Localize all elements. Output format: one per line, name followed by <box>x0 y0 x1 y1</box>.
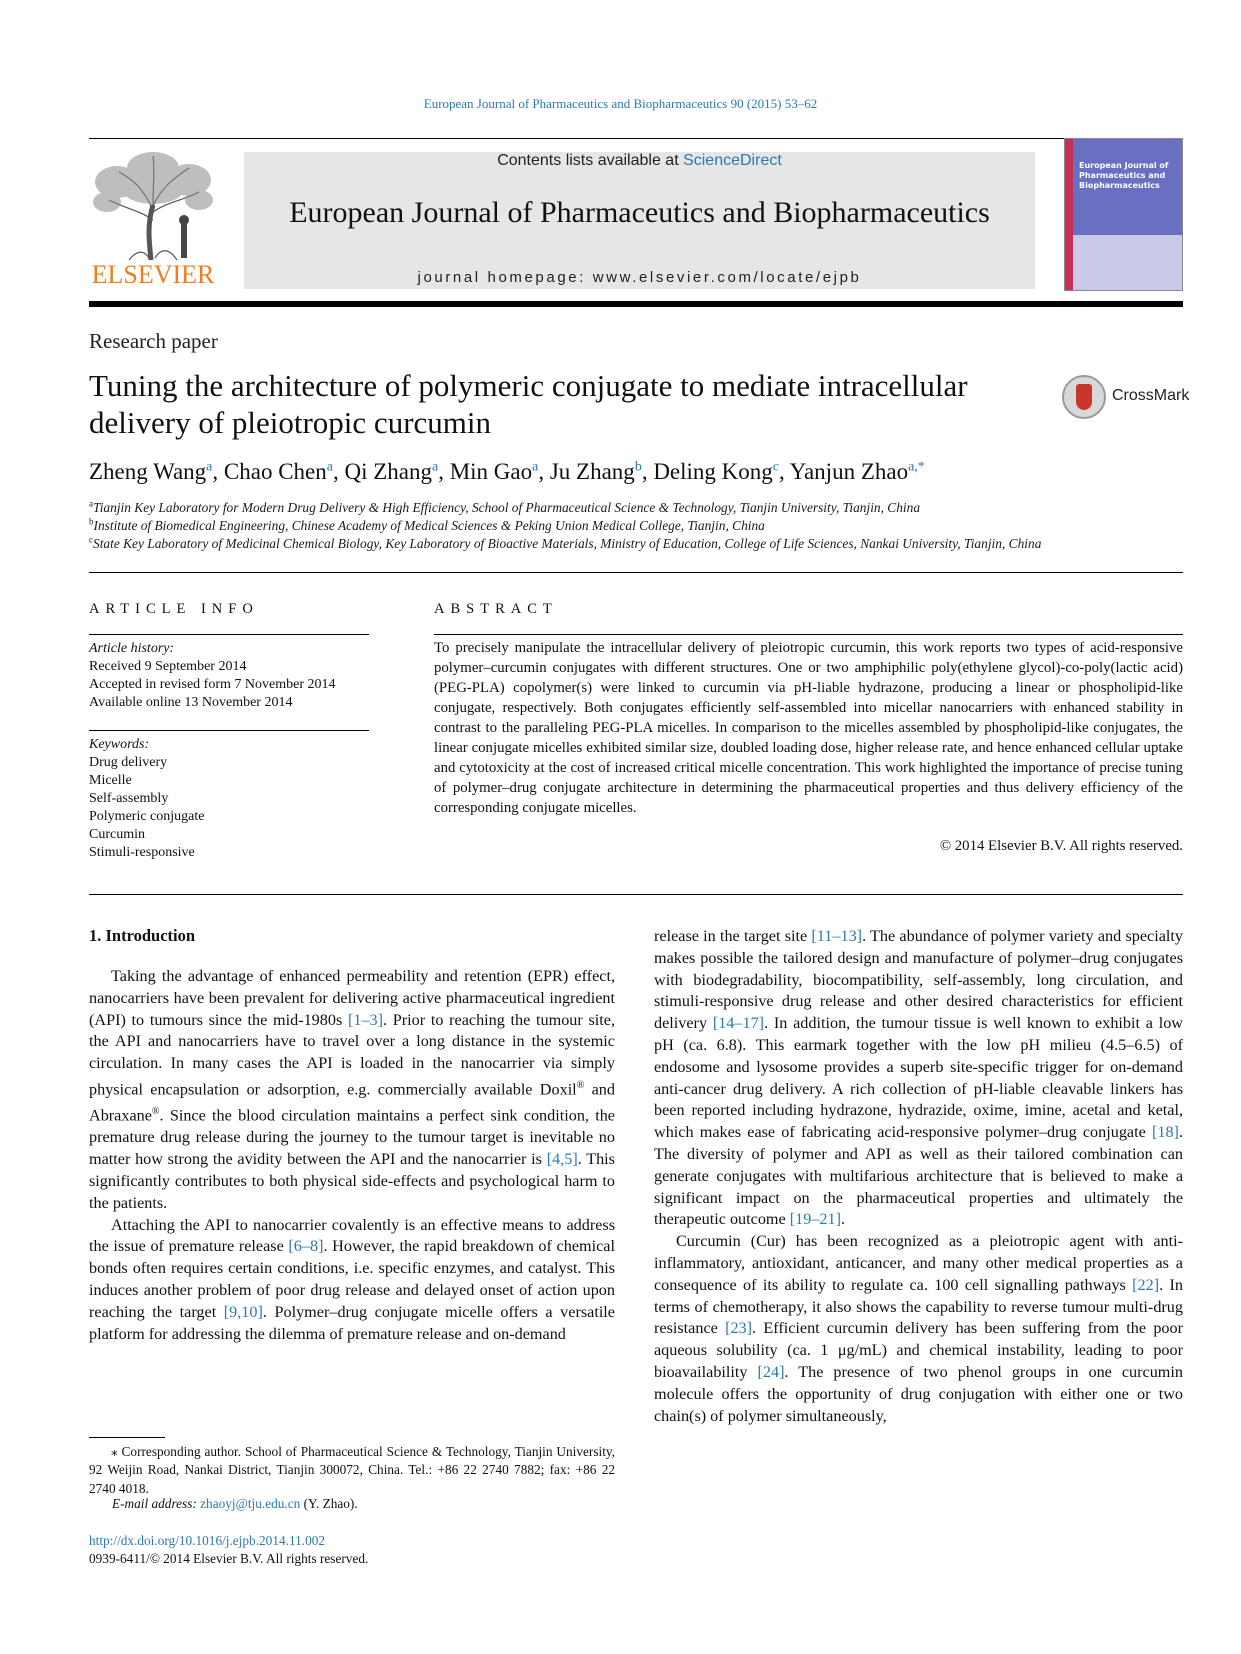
intro-paragraph: Attaching the API to nanocarrier covalently is an effective means to address the issue of premature release [6–8]. However, the rapid breakdown of chemical bonds often requires certain conditions, i.e. specific enzymes, and catalyst. This induces another problem of poor drug release and delayed onset of action upon reaching the target [9,10]. Polymer–drug conjugate micelle offers a versatile platform for addressing the dilemma of premature release and on-demand <box>89 1215 615 1343</box>
journal-banner <box>244 152 1035 289</box>
citation-link[interactable]: [22] <box>1132 1275 1160 1294</box>
affiliation-b: $^b$Institute of Biomedical Engineering, Chinese Academy of Medical Sciences & Peking Union Medical College, Tianjin, China <box>89 516 765 533</box>
section-heading-introduction: 1. Introduction <box>89 926 196 945</box>
intro-paragraph: Taking the advantage of enhanced permeability and retention (EPR) effect, nanocarriers have been prevalent for delivering active pharmaceutical ingredient (API) to tumours since the mid-1980s [1–3]. Prior to reaching the tumour site, the API and nanocarriers have to travel over a long distance in the systemic circulation. In many cases the API is loaded in the nanocarrier via simply physical encapsulation or adsorption, e.g. commercially available Doxil® and Abraxane®. Since the blood circulation maintains a perfect sink condition, the premature drug release during the journey to the tumour target is inevitable no matter how strong the avidity between the API and the nanocarrier is [4,5]. This significantly contributes to both physical side-effects and psychological harm to the patients. <box>89 967 615 1212</box>
citation-link[interactable]: [1–3] <box>347 1010 384 1029</box>
body-column-left <box>89 966 615 1345</box>
abstract-rule <box>434 634 1183 635</box>
citation-link[interactable]: [14–17] <box>712 1014 765 1033</box>
abstract-copyright: © 2014 Elsevier B.V. All rights reserved. <box>939 838 1183 854</box>
affiliations-rule <box>89 572 1183 573</box>
journal-name: European Journal of Pharmaceutics and Biopharmaceutics <box>289 196 990 229</box>
keyword: Micelle <box>89 773 132 788</box>
elsevier-logo <box>89 150 217 290</box>
citation-link[interactable]: [19–21] <box>789 1210 841 1229</box>
citation-link[interactable]: [6–8] <box>288 1237 324 1256</box>
cover-title: European Journal of Pharmaceutics and Biopharmaceutics <box>1079 161 1169 190</box>
elsevier-tree-icon <box>89 150 217 262</box>
email-line: E-mail address: zhaoyj@tju.edu.cn (Y. Zhao). <box>112 1496 358 1511</box>
author[interactable]: Yanjun Zhao$^{a,*}$ <box>789 459 925 484</box>
affiliation-a: $^a$Tianjin Key Laboratory for Modern Drug Delivery & High Efficiency, School of Pharmaceutical Science & Technology, Tianjin University, Tianjin, China <box>89 498 921 515</box>
author[interactable]: Qi Zhang$^a$, <box>344 459 450 484</box>
elsevier-wordmark: ELSEVIER <box>91 260 215 289</box>
corresponding-author-footnote: ⁎ Corresponding author. School of Pharmaceutical Science & Technology, Tianjin University, 92 Weijin Road, Nankai District, Tianjin 300072, China. Tel.: +86 22 2740 7882; fax: +86 22 2740 4018. <box>89 1444 615 1496</box>
citation-link[interactable]: [9,10] <box>223 1302 263 1321</box>
history-label: Article history: <box>89 641 175 656</box>
keyword: Drug delivery <box>89 755 168 770</box>
cover-band <box>1073 235 1183 290</box>
crossmark-icon <box>1062 375 1106 419</box>
keyword: Stimuli-responsive <box>89 845 195 860</box>
author[interactable]: Deling Kong$^c$, <box>653 459 790 484</box>
footnote-rule <box>89 1437 165 1438</box>
abstract-heading: ABSTRACT <box>434 601 558 617</box>
doi-link[interactable]: http://dx.doi.org/10.1016/j.ejpb.2014.11.002 <box>89 1533 326 1548</box>
author[interactable]: Zheng Wang$^a$, <box>89 459 224 484</box>
journal-homepage[interactable]: journal homepage: www.elsevier.com/locate/ejpb <box>417 269 862 286</box>
contents-line <box>244 152 1035 170</box>
citation-link[interactable]: [11–13] <box>811 927 863 945</box>
keyword: Polymeric conjugate <box>89 809 205 824</box>
received-date: Received 9 September 2014 <box>89 659 247 674</box>
article-history <box>89 640 369 712</box>
author[interactable]: Ju Zhang$^b$, <box>549 459 654 484</box>
body-column-right <box>654 926 1183 1427</box>
article-type: Research paper <box>89 329 218 353</box>
header-top-rule <box>89 138 1183 139</box>
keywords-label: Keywords: <box>89 737 150 752</box>
issn-copyright: 0939-6411/© 2014 Elsevier B.V. All rights reserved. <box>89 1551 369 1566</box>
journal-citation-link[interactable]: European Journal of Pharmaceutics and Biopharmaceutics 90 (2015) 53–62 <box>423 96 818 111</box>
email-link[interactable]: zhaoyj@tju.edu.cn <box>200 1496 301 1511</box>
accepted-date: Accepted in revised form 7 November 2014 <box>89 677 336 692</box>
author[interactable]: Min Gao$^a$, <box>449 459 550 484</box>
article-info-rule <box>89 634 369 635</box>
keyword: Curcumin <box>89 827 145 842</box>
keyword: Self-assembly <box>89 791 169 806</box>
intro-paragraph-continued: release in the target site [11–13]. The abundance of polymer variety and specialty makes possible the tailored design and manufacture of polymer–drug conjugates with biodegradability, biocompatibility, self-assembly, long circulation, and stimuli-responsive drug release and other desired characteristics for efficient delivery [14–17]. In addition, the tumour tissue is well known to exhibit a low pH (ca. 6.8). This earmark together with the low pH milieu (4.5–6.5) of endosome and lysosome provides a superb site-specific trigger for on-demand anti-cancer drug delivery. A rich collection of pH-liable cleavable linkers has been reported including hydrazone, hydrazide, oxime, imine, acetal and ketal, which makes ease of fabricating acid-responsive polymer–drug conjugate [18]. The diversity of polymer and API as well as their tailored combination can generate conjugates with multifarious architecture that is believed to make a significant impact on the pharmaceutical properties and ultimately the therapeutic outcome [19–21]. <box>654 927 1183 1229</box>
author[interactable]: Chao Chen$^a$, <box>223 459 345 484</box>
author-list <box>89 459 1183 485</box>
intro-paragraph: Curcumin (Cur) has been recognized as a pleiotropic agent with anti-inflammatory, antioxidant, anticancer, and many other medical properties as a consequence of its ability to regulate ca. 100 cell signalling pathways [22]. In terms of chemotherapy, it also shows the capability to reverse tumour multi-drug resistance [23]. Efficient curcumin delivery has been suffering from the poor aqueous solubility (ca. 1 μg/mL) and chemical instability, leading to poor bioavailability [24]. The presence of two phenol groups in one curcumin molecule offers the opportunity of drug conjugation with either one or two chain(s) of polymer simultaneously, <box>654 1232 1183 1425</box>
sciencedirect-link[interactable]: ScienceDirect <box>683 152 782 169</box>
crossmark-button[interactable] <box>1062 373 1190 421</box>
affiliation-c: $^c$State Key Laboratory of Medicinal Chemical Biology, Key Laboratory of Bioactive Materials, Ministry of Education, College of Life Sciences, Nankai University, Tianjin, China <box>89 534 1042 551</box>
journal-cover-image <box>1064 138 1183 291</box>
article-info-heading: ARTICLE INFO <box>89 601 259 617</box>
keywords-rule <box>89 730 369 731</box>
citation-link[interactable]: [24] <box>757 1362 785 1381</box>
citation-link[interactable]: [18] <box>1151 1123 1179 1142</box>
contents-prefix: Contents lists available at <box>497 152 684 169</box>
header-bottom-rule <box>89 301 1183 307</box>
keywords <box>89 736 369 862</box>
citation-link[interactable]: [23] <box>725 1319 753 1338</box>
citation-link[interactable]: [4,5] <box>546 1150 578 1169</box>
cover-spine <box>1065 139 1073 290</box>
abstract-text: To precisely manipulate the intracellular delivery of pleiotropic curcumin, this work reports two types of acid-responsive polymer–curcumin conjugates with different structures. One or two amphiphilic poly(ethylene glycol)-co-poly(lactic acid) (PEG-PLA) copolymer(s) were linked to curcumin via pH-liable hydrazone, producing a linear or phospholipid-like conjugate, respectively. Both conjugates efficiently self-assembled into micellar nanocarriers with enhanced stability in contrast to the paralleling PEG-PLA micelles. In comparison to the micelles assembled by phospholipid-like conjugates, the linear conjugate micelles exhibited similar size, doubled loading dose, higher release rate, and hence enhanced cellular uptake and cytotoxicity at the cost of increased critical micelle concentration. This work highlighted the importance of precise tuning of polymer–drug conjugate architecture in determining the pharmaceutical properties and thus delivery efficiency of the corresponding conjugate micelles. <box>434 640 1183 816</box>
abstract-bottom-rule <box>89 894 1183 895</box>
paper-title: Tuning the architecture of polymeric conjugate to mediate intracellular delivery of pleiotropic curcumin <box>89 368 968 440</box>
crossmark-label: CrossMark <box>1112 387 1190 404</box>
available-date: Available online 13 November 2014 <box>89 695 293 710</box>
